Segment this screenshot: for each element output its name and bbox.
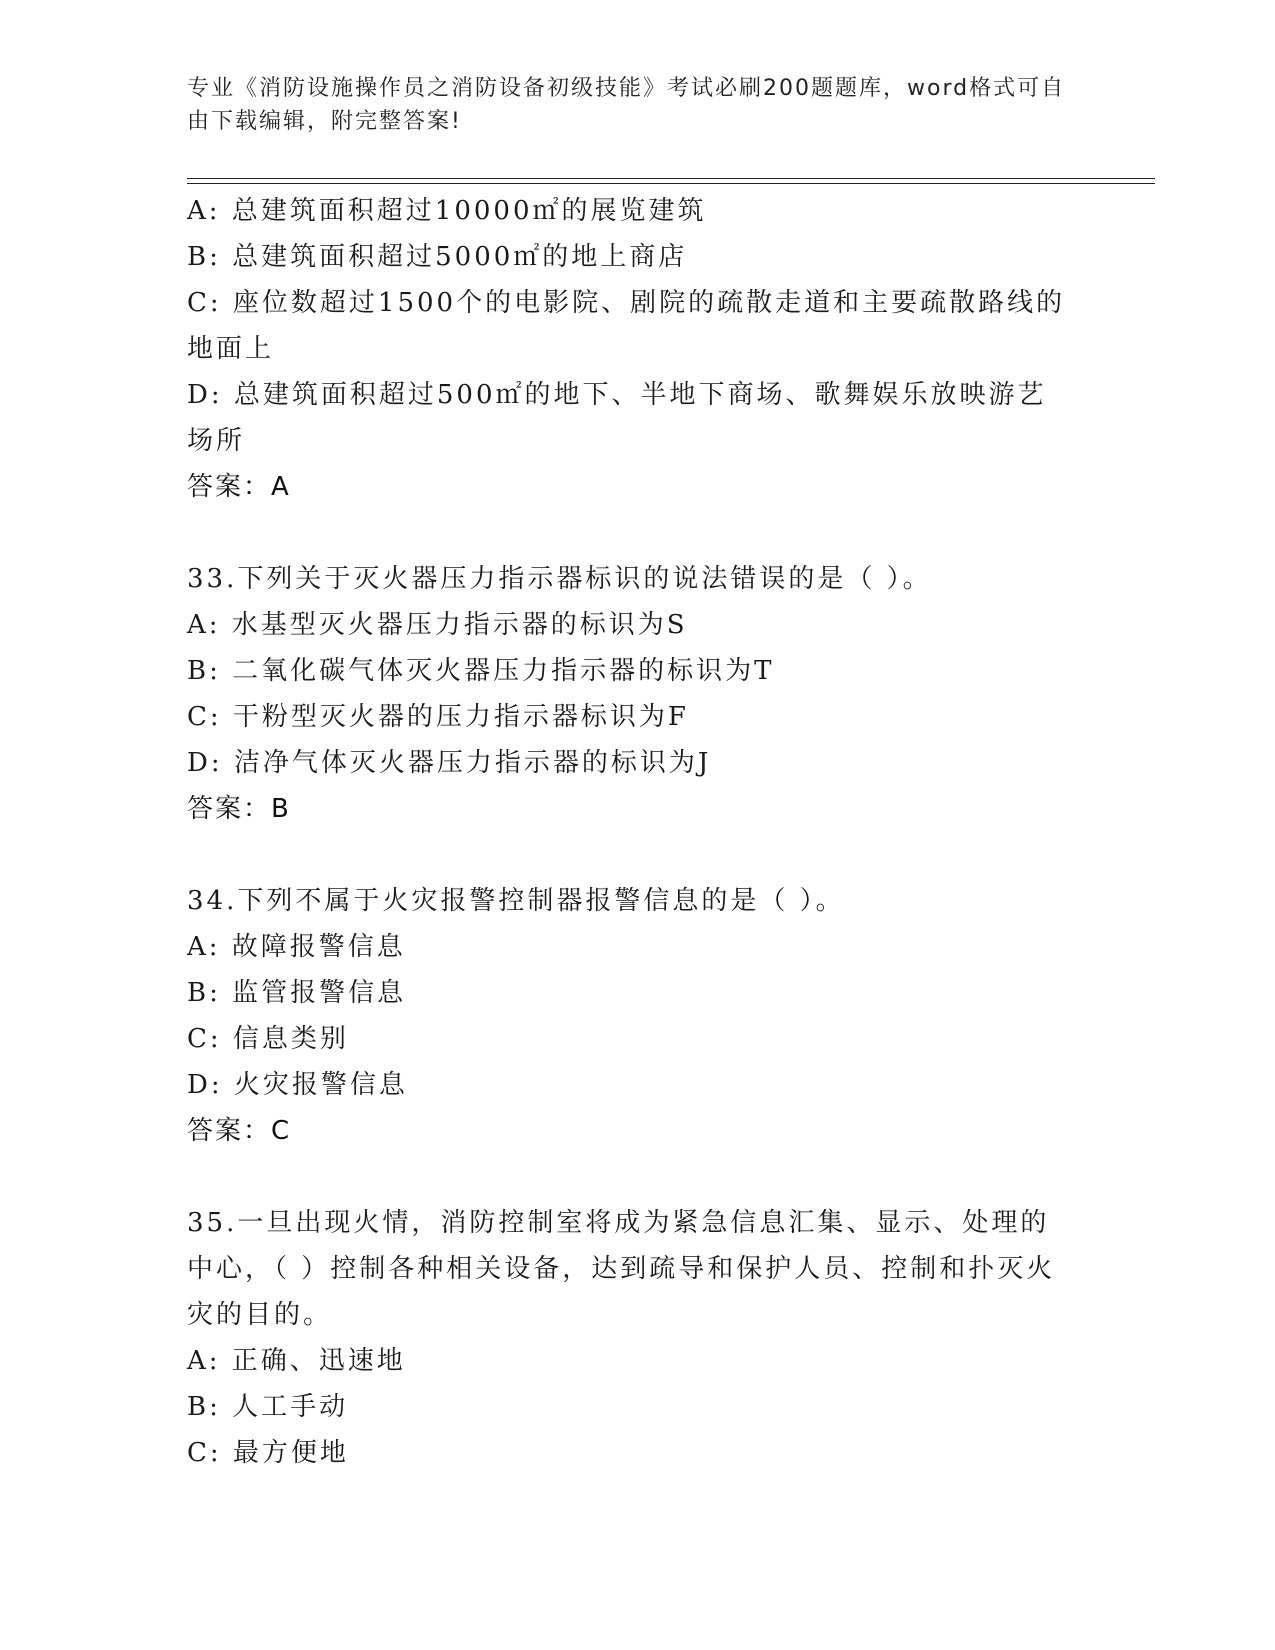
question-32 [187,188,1067,510]
option-c: C: 信息类别 [187,1024,349,1054]
option-c: C: 座位数超过1500个的电影院、剧院的疏散走道和主要疏散路线的地面上 [187,288,1066,364]
question-stem: 35.一旦出现火情，消防控制室将成为紧急信息汇集、显示、处理的中心，（ ）控制各种相关设备，达到疏导和保护人员、控制和扑灭火灾的目的。 [187,1208,1056,1330]
option-c: C: 干粉型灭火器的压力指示器标识为F [187,702,689,732]
question-content [187,188,1067,1476]
header-rule-thin [187,178,1155,179]
option-a: A: 水基型灭火器压力指示器的标识为S [187,610,688,640]
question-33 [187,556,1067,832]
option-d: D: 火灾报警信息 [187,1070,408,1100]
answer-line: 答案：A [187,472,291,502]
option-b: B: 二氧化碳气体灭火器压力指示器的标识为T [187,656,775,686]
question-stem: 34.下列不属于火灾报警控制器报警信息的是（ ）。 [187,886,845,916]
answer-line: 答案：B [187,794,291,824]
question-34 [187,878,1067,1154]
option-d: D: 总建筑面积超过500㎡的地下、半地下商场、歌舞娱乐放映游艺场所 [187,380,1047,456]
document-header: 专业《消防设施操作员之消防设备初级技能》考试必刷200题题库，word格式可自由下载编辑，附完整答案! [187,76,1066,134]
option-c: C: 最方便地 [187,1438,349,1468]
question-35 [187,1200,1067,1476]
option-d: D: 洁净气体灭火器压力指示器的标识为J [187,748,712,778]
header-rule-thick [187,183,1155,184]
option-b: B: 人工手动 [187,1392,349,1422]
option-a: A: 总建筑面积超过10000㎡的展览建筑 [187,196,707,226]
option-a: A: 正确、迅速地 [187,1346,406,1376]
option-b: B: 总建筑面积超过5000㎡的地上商店 [187,242,688,272]
answer-line: 答案：C [187,1116,292,1146]
option-a: A: 故障报警信息 [187,932,406,962]
question-stem: 33.下列关于灭火器压力指示器标识的说法错误的是（ ）。 [187,564,932,594]
option-b: B: 监管报警信息 [187,978,407,1008]
